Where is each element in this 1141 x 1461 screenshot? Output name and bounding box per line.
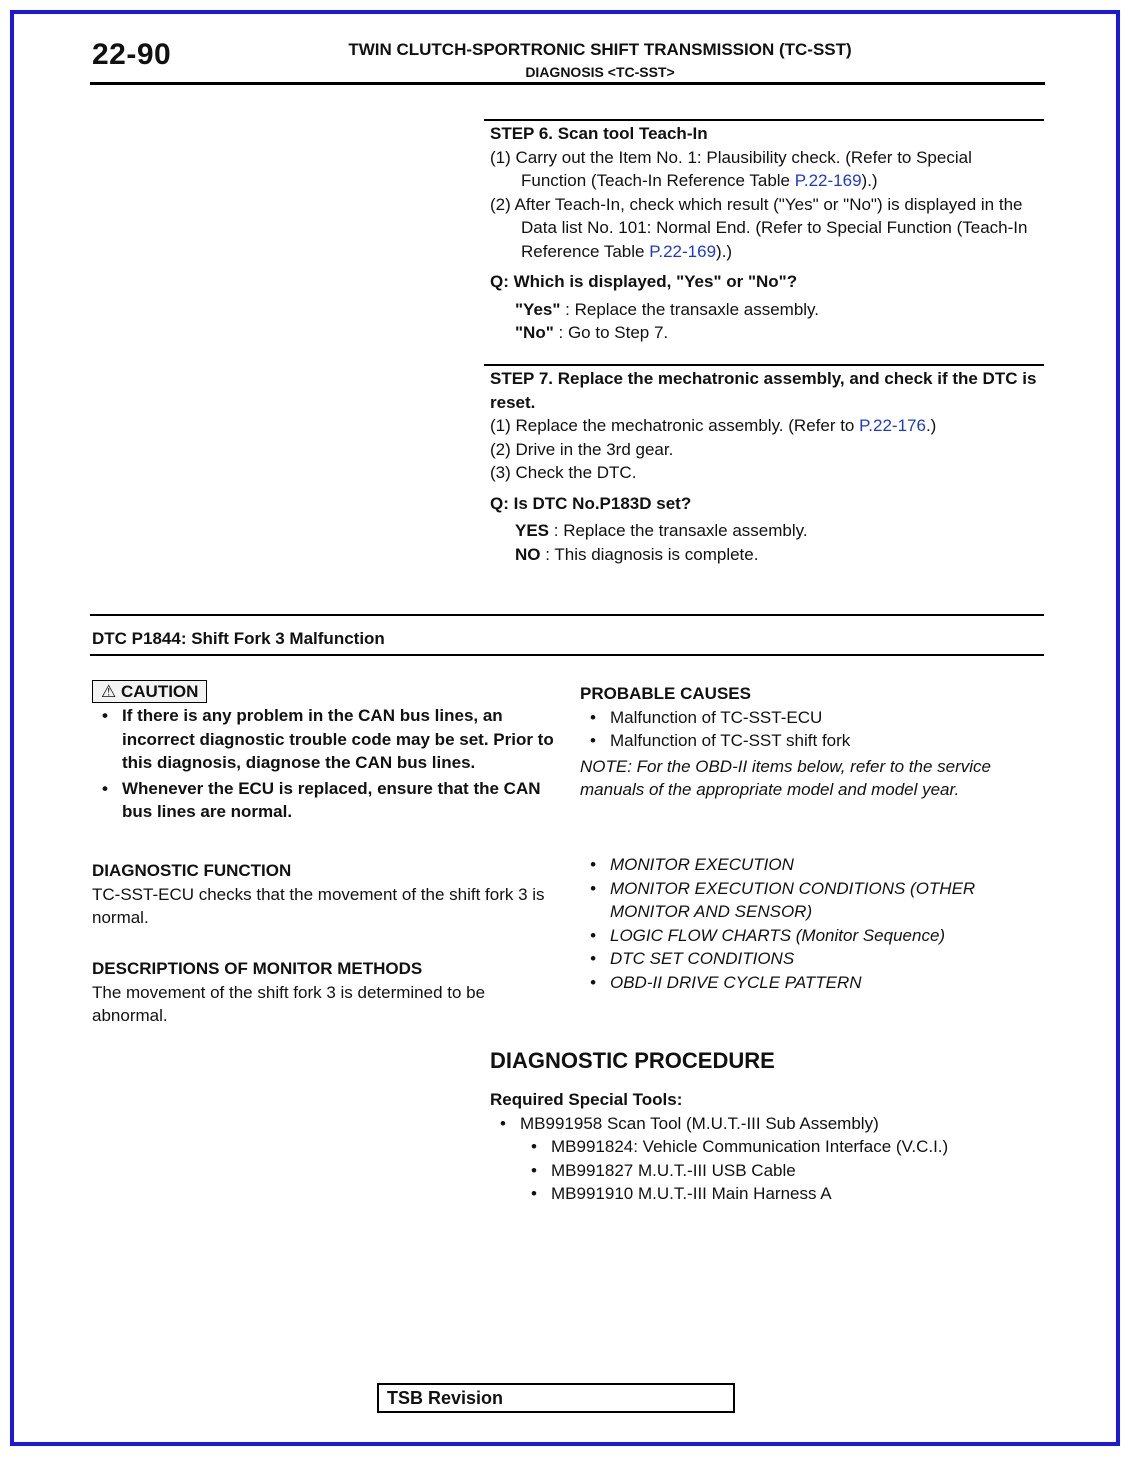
obd-item: • OBD-II DRIVE CYCLE PATTERN	[580, 971, 1040, 995]
probable-causes-section	[580, 682, 1040, 802]
step6-title: STEP 6. Scan tool Teach-In	[490, 124, 708, 143]
obd-item: • LOGIC FLOW CHARTS (Monitor Sequence)	[580, 924, 1040, 948]
probable-cause-item: • Malfunction of TC-SST shift fork	[580, 729, 1040, 753]
monitor-methods-section	[92, 957, 554, 1028]
caution-item: • If there is any problem in the CAN bus lines, an incorrect diagnostic trouble code may be set. Prior to this diagnosis, diagnose the CAN bus lines.	[92, 704, 554, 775]
sub-tool-item: • MB991910 M.U.T.-III Main Harness A	[521, 1182, 1040, 1206]
probable-causes-heading: PROBABLE CAUSES	[580, 684, 751, 703]
monitor-methods-text: The movement of the shift fork 3 is determined to be abnormal.	[92, 982, 486, 1025]
page-subtitle: DIAGNOSIS <TC-SST>	[525, 64, 675, 80]
step6-block	[490, 122, 1040, 345]
obd-item: • DTC SET CONDITIONS	[580, 947, 1040, 971]
procedure-heading: DIAGNOSTIC PROCEDURE	[490, 1048, 775, 1073]
diagnostic-function-heading: DIAGNOSTIC FUNCTION	[92, 861, 292, 880]
tool-item: • MB991958 Scan Tool (M.U.T.-III Sub Assembly)	[490, 1112, 1040, 1136]
dtc-rule-top	[90, 614, 1044, 616]
caution-item: • Whenever the ECU is replaced, ensure that the CAN bus lines are normal.	[92, 777, 554, 824]
step7-title: STEP 7. Replace the mechatronic assembly, and check if the DTC is reset.	[490, 369, 1037, 412]
diagnostic-function-text: TC-SST-ECU checks that the movement of the shift fork 3 is normal.	[92, 884, 545, 927]
obd-items-list	[580, 853, 1040, 994]
obd-item: • MONITOR EXECUTION	[580, 853, 1040, 877]
obd-item: • MONITOR EXECUTION CONDITIONS (OTHER MONITOR AND SENSOR)	[580, 877, 1040, 924]
page-title: TWIN CLUTCH-SPORTRONIC SHIFT TRANSMISSION (TC-SST)	[348, 40, 852, 59]
link-p22-169-a[interactable]: P.22-169	[794, 171, 862, 190]
step6-item-2: (2) After Teach-In, check which result ("Yes" or "No") is displayed in the Data list No. 101: Normal End. (Refer to Special Function (Teach-In Reference Table P.22-169).)	[490, 194, 1028, 261]
tsb-revision-box: TSB Revision	[377, 1383, 735, 1413]
diagnostic-function-section	[92, 859, 554, 930]
step7-answer-no: NO : This diagnosis is complete.	[515, 544, 759, 564]
step7-item-3: (3) Check the DTC.	[490, 463, 637, 482]
header-rule	[90, 82, 1045, 85]
warning-triangle-icon: ⚠	[101, 682, 117, 701]
caution-list	[92, 704, 554, 824]
step7-item-2: (2) Drive in the 3rd gear.	[490, 439, 674, 459]
link-p22-176[interactable]: P.22-176	[859, 416, 926, 435]
probable-cause-item: • Malfunction of TC-SST-ECU	[580, 706, 1040, 730]
link-p22-169-b[interactable]: P.22-169	[649, 241, 717, 261]
sub-tool-item: • MB991824: Vehicle Communication Interface (V.C.I.)	[521, 1135, 1040, 1159]
step7-item-1: (1) Replace the mechatronic assembly. (Refer to P.22-176.)	[490, 416, 937, 435]
obd-note: NOTE: For the OBD-II items below, refer to the service manuals of the appropriate model and model year.	[580, 756, 991, 799]
page-number: 22-90	[92, 38, 172, 71]
step6-rule	[484, 119, 1044, 121]
procedure-tools	[490, 1088, 1040, 1206]
dtc-rule-bottom	[90, 654, 1044, 656]
step7-question: Q: Is DTC No.P183D set?	[490, 493, 692, 513]
step6-item-1: (1) Carry out the Item No. 1: Plausibility check. (Refer to Special Function (Teach-In Reference Table P.22-169).)	[490, 147, 972, 190]
step6-answer-yes: "Yes" : Replace the transaxle assembly.	[515, 299, 820, 319]
step7-block	[490, 367, 1040, 566]
dtc-title: DTC P1844: Shift Fork 3 Malfunction	[92, 629, 385, 648]
step7-answer-yes: YES : Replace the transaxle assembly.	[515, 521, 808, 540]
step7-rule	[484, 364, 1044, 366]
monitor-methods-heading: DESCRIPTIONS OF MONITOR METHODS	[92, 959, 423, 978]
step6-answer-no: "No" : Go to Step 7.	[515, 323, 669, 342]
caution-badge: ⚠ CAUTION	[92, 680, 207, 703]
tools-heading: Required Special Tools:	[490, 1090, 683, 1109]
step6-question: Q: Which is displayed, "Yes" or "No"?	[490, 272, 798, 291]
sub-tool-item: • MB991827 M.U.T.-III USB Cable	[521, 1159, 1040, 1183]
